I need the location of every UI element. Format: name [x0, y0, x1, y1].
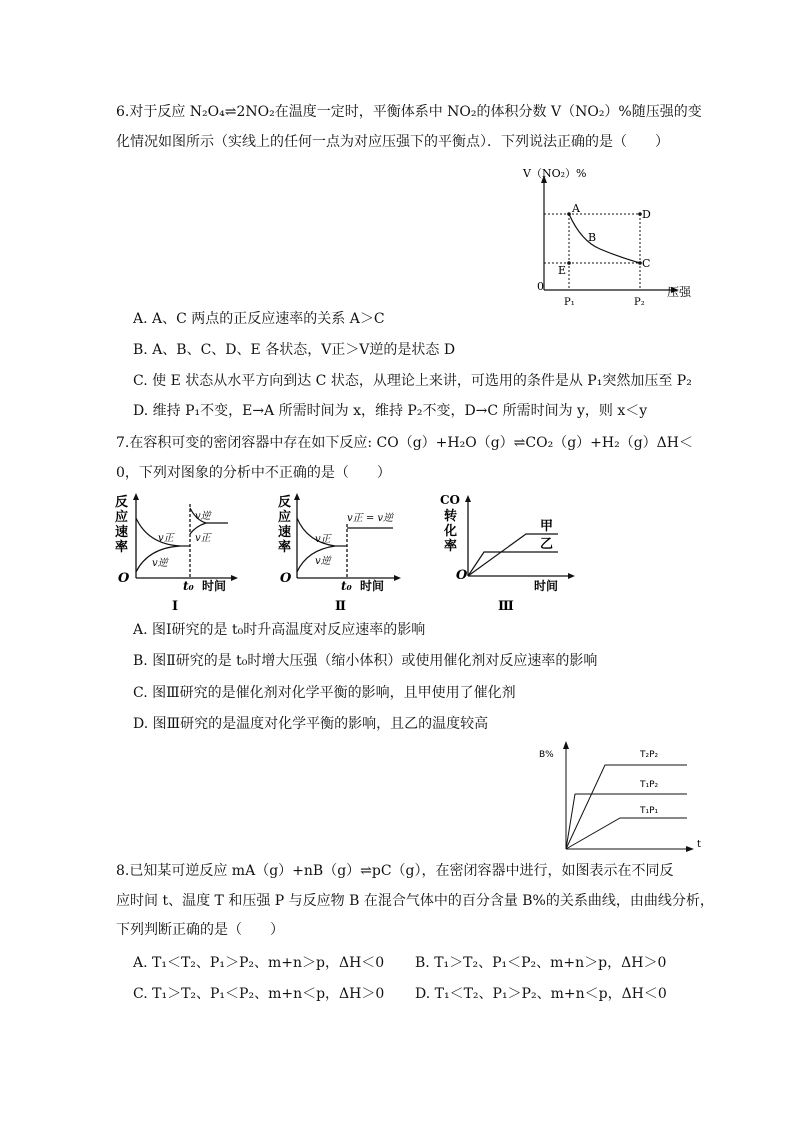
q6-point-a: A: [572, 202, 580, 215]
q7-g2-ylabel-1: 反: [278, 495, 292, 510]
q7-g2-roman: Ⅱ: [335, 599, 346, 614]
q6-x-label: 压强: [667, 285, 692, 299]
q7-g3-label-jia: 甲: [540, 519, 554, 534]
q7-graph-3: [440, 490, 580, 615]
q8-stem-line1: 8.已知某可逆反应 mA（g）+nB（g）⇌pC（g），在密闭容器中进行，如图表示在不同反: [116, 863, 674, 879]
q7-g2-ylabel-2: 应: [278, 510, 292, 525]
q7-g2-origin: O: [280, 571, 292, 586]
q7-g3-origin: O: [456, 568, 468, 583]
q8-x-label: t: [697, 839, 701, 850]
q7-g3-ylabel-1: CO: [440, 493, 461, 507]
q7-g1-t0: t₀: [183, 579, 194, 593]
q7-g1-vz-left: v正: [158, 533, 174, 544]
q6-origin: 0: [537, 280, 544, 293]
q7-g3-ylabel-2: 转: [444, 509, 458, 524]
q6-point-d: D: [642, 208, 651, 221]
q7-g2-xlabel: 时间: [360, 579, 385, 593]
q7-g1-ylabel-3: 速: [115, 525, 129, 540]
q7-g2-vn: v逆: [315, 556, 331, 567]
q8-option-b: B. T₁＞T₂、P₁＜P₂、m+n＞p，ΔH＞0: [415, 955, 667, 971]
q7-g1-roman: Ⅰ: [172, 599, 179, 614]
q7-g1-ylabel-2: 应: [115, 510, 129, 525]
q7-graph-2: [275, 490, 405, 615]
q7-g2-v-equal: v正 = v逆: [347, 513, 394, 524]
q7-g3-curve-yi: [468, 552, 558, 576]
q7-g1-ylabel-1: 反: [115, 495, 129, 510]
q7-g2-t0: t₀: [341, 579, 352, 593]
q6-point-e: E: [558, 264, 567, 277]
q7-stem-line2: 0，下列对图象的分析中不正确的是（ ）: [116, 465, 391, 481]
q8-label-t1p2: T₁P₂: [640, 780, 659, 790]
q8-curve-t1p1: [566, 818, 687, 849]
q7-g3-ylabel-3: 化: [444, 524, 458, 539]
q6-option-c: C. 使 E 状态从水平方向到达 C 状态，从理论上来讲，可选用的条件是从 P₁突然加压至 P₂: [133, 373, 692, 389]
q6-option-d: D. 维持 P₁不变，E→A 所需时间为 x，维持 P₂不变，D→C 所需时间为 y，则 x＜y: [133, 403, 648, 419]
q7-stem-line1: 7.在容积可变的密闭容器中存在如下反应: CO（g）+H₂O（g）⇌CO₂（g）+H₂（g）ΔH＜: [116, 435, 693, 451]
q7-g1-vn-right: v逆: [195, 511, 211, 522]
q6-stem-line1: 6.对于反应 N₂O₄⇌2NO₂在温度一定时，平衡体系中 NO₂的体积分数 V（NO₂）%随压强的变: [116, 104, 702, 120]
q6-option-a: A. A、C 两点的正反应速率的关系 A＞C: [133, 311, 385, 327]
q8-curve-t2p2: [566, 765, 687, 849]
q7-g1-vn-left: v逆: [152, 558, 168, 569]
q6-graph: [515, 163, 700, 308]
q8-y-label: B%: [539, 750, 554, 760]
q8-label-t1p1: T₁P₁: [640, 806, 659, 816]
q7-option-b: B. 图Ⅱ研究的是 t₀时增大压强（缩小体积）或使用催化剂对反应速率的影响: [133, 653, 598, 669]
q7-g3-xlabel: 时间: [534, 579, 559, 593]
q8-option-a: A. T₁＜T₂、P₁＞P₂、m+n＞p，ΔH＜0: [133, 955, 385, 971]
q7-graph-1: [112, 490, 242, 615]
q6-option-b: B. A、B、C、D、E 各状态，V正＞V逆的是状态 D: [133, 342, 456, 358]
q7-g3-roman: Ⅲ: [498, 599, 514, 614]
q7-g1-origin: O: [118, 571, 130, 586]
q7-option-d: D. 图Ⅲ研究的是温度对化学平衡的影响，且乙的温度较高: [133, 716, 489, 732]
q6-point-b: B: [588, 231, 597, 244]
q7-g3-ylabel-4: 率: [444, 539, 458, 554]
q6-tick-p2: P₂: [634, 297, 645, 308]
q6-equilibrium-curve: [569, 214, 640, 263]
q7-option-c: C. 图Ⅲ研究的是催化剂对化学平衡的影响，且甲使用了催化剂: [133, 685, 516, 701]
q8-option-d: D. T₁＜T₂、P₁＞P₂、m+n＜p，ΔH＜0: [415, 986, 667, 1002]
q8-stem-line3: 下列判断正确的是（ ）: [116, 922, 284, 938]
q7-g2-vz: v正: [315, 534, 331, 545]
q7-g1-vz-right: v正: [195, 533, 211, 544]
q7-g2-ylabel-3: 速: [278, 525, 292, 540]
q7-g2-ylabel-4: 率: [278, 540, 292, 555]
q7-g1-xlabel: 时间: [202, 579, 227, 593]
q6-stem-line2: 化情况如图所示（实线上的任何一点为对应压强下的平衡点）．下列说法正确的是（ ）: [116, 134, 669, 150]
q7-g3-label-yi: 乙: [540, 537, 554, 552]
q7-g1-ylabel-4: 率: [115, 540, 129, 555]
q8-stem-line2: 应时间 t、温度 T 和压强 P 与反应物 B 在混合气体中的百分含量 B%的关系曲线，由曲线分析，: [116, 893, 714, 909]
q6-y-label: V（NO₂）%: [523, 167, 587, 180]
q8-graph: [535, 733, 710, 855]
q6-tick-p1: P₁: [564, 297, 575, 308]
q8-label-t2p2: T₂P₂: [640, 750, 659, 760]
q6-point-c: C: [642, 257, 651, 270]
q8-option-c: C. T₁＞T₂、P₁＜P₂、m+n＜p，ΔH＞0: [133, 986, 385, 1002]
q7-option-a: A. 图Ⅰ研究的是 t₀时升高温度对反应速率的影响: [133, 622, 426, 638]
